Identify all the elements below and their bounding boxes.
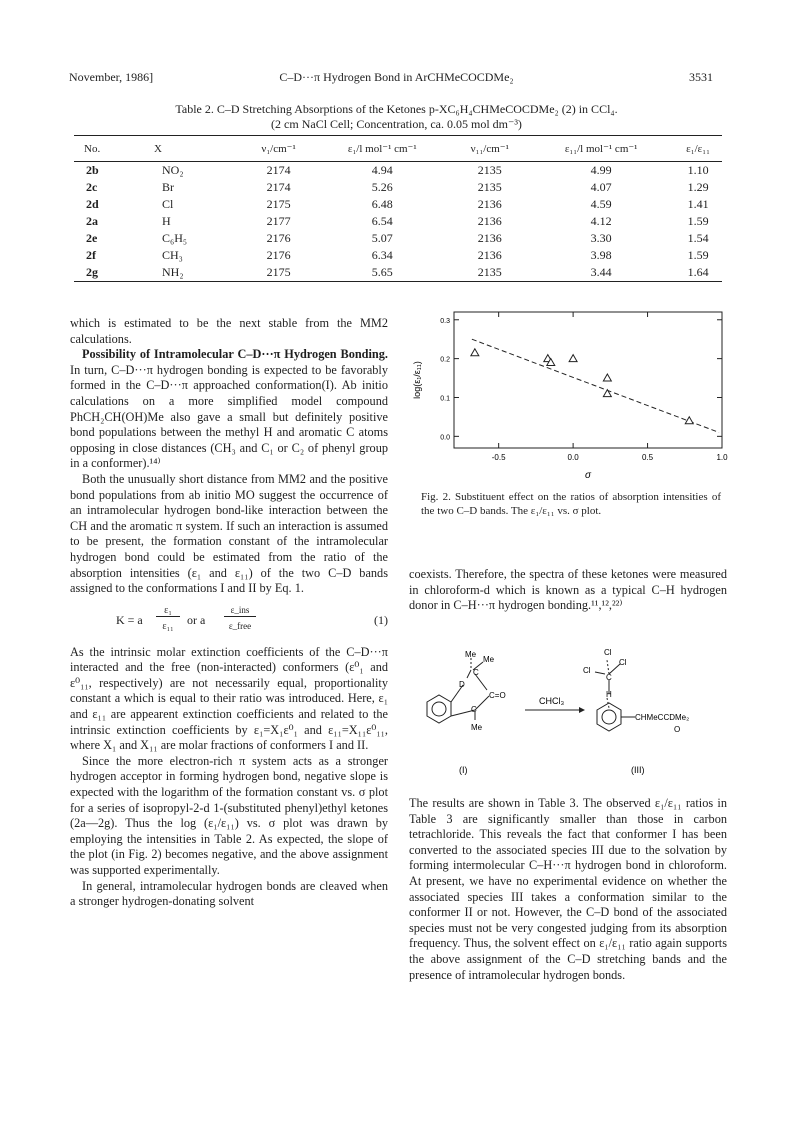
cell: 2g [74,264,154,282]
plot-frame [454,312,722,448]
cell: 2136 [477,248,502,262]
cell: 2d [86,197,99,211]
cell: 2a [86,214,98,228]
paragraph: Both the unusually short distance from MM2 and the positive bond populations from ab initio MO suggest the occurrence of an intramolecular hydrogen bond-like interaction between the CH and the aromatic π system. If such an interaction is assumed to be present, the formation constant of the intramolecular hydrogen bond could be estimated from the ratio of the absorption intensities (ε₁ and ε₁₁) of the two C–D bands assigned to the conformations I and II by Eq. 1. [70,471,388,596]
cell: 1.59 [687,248,709,262]
table-subtitle: (2 cm NaCl Cell; Concentration, ca. 0.05 mol dm⁻³) [271,117,522,131]
frac-bar [224,616,256,617]
reaction-scheme [409,640,727,785]
cell: 1.64 [674,264,722,282]
equation-1 [70,603,388,639]
paragraph: Since the more electron-rich π system acts as a stronger hydrogen acceptor in forming hydrogen bond, negative slope is expected with the logarithm of the formation constant vs. σ plot for a series of isopropyl-2-d 1-(substituted phenyl)ethyl ketones (2a—2g). Thus the log (ε₁/ε₁₁) vs. σ plot was drawn by employing the intensities in Table 2. As expected, the slope of the plot (in Fig. 2) becomes negative, and the above assignment was supported experimentally. [70,753,388,877]
benzene-ring-I [427,695,451,723]
me-label: Me [471,723,483,732]
y-tick-label: 0.0 [440,434,450,442]
cell: 2135 [451,264,528,282]
cell: 5.65 [313,264,451,282]
co-label: C=O [489,691,506,700]
table-row [74,162,722,180]
cell: 2176 [266,248,291,262]
data-point [603,374,611,381]
cell: H [162,214,171,228]
structure-III [595,660,635,731]
table-row [74,196,722,213]
col-header: ε₁₁/l mol⁻¹ cm⁻¹ [528,136,674,162]
eq-lhs: K = a [116,612,143,627]
paragraph [70,347,388,472]
me-label: Me [483,655,495,664]
col-header: X [154,136,244,162]
h-label: H [606,690,612,699]
bond [467,670,471,678]
paragraph: coexists. Therefore, the spectra of these ketones were measured in chloroform-d which is known as a typical C–H hydrogen donor in C–H···π hydrogen bonding.¹¹,¹²,²²⁾ [409,567,727,613]
left-column [70,316,388,910]
cell: 3.30 [590,231,612,245]
header-date: November, 1986] [69,70,154,84]
aromatic-circle-III [602,710,616,724]
paragraph-text: In turn, C–D···π hydrogen bonding is expected to be favorably formed in the C–D···π approached conformation(I). Ab initio calculations on a more simplified model compound PhCH₂CH(OH)Me also gave a small but definitely positive bond populations between the methyl H and aromatic C atoms opposing in close distances (CH₃ and C₁ or C₂ of phenyl group in a conformer).¹⁴⁾ [70,362,388,471]
cell: 1.41 [687,197,709,211]
section-heading: Possibility of Intramolecular C–D···π Hydrogen Bonding. [82,347,388,362]
label-I: (I) [459,765,468,775]
table-row [74,264,722,282]
bond [475,696,489,710]
cell: 2f [86,248,96,262]
eq-den2: ε_free [228,620,252,631]
cell: 6.34 [371,248,393,262]
cell: 2176 [266,231,291,245]
cell: 1.59 [687,214,709,228]
cell: 4.94 [371,163,393,177]
cell: NO₂ [162,163,184,177]
c-label: C [471,705,477,714]
cell: 2136 [477,231,502,245]
cell: 2e [86,231,98,245]
col-header: ν₁₁/cm⁻¹ [451,136,528,162]
cl-label: Cl [604,648,612,657]
cell: 2b [86,163,99,177]
x-tick-label: 0.0 [567,453,579,462]
cell: Cl [162,197,174,211]
eq-num1: ε₁ [164,604,172,616]
header-title: C–D···π Hydrogen Bond in ArCHMeCOCDMe₂ [279,70,514,84]
cell: 6.48 [371,197,393,211]
table-row [74,213,722,230]
cl-label: Cl [619,658,627,667]
cell: 2c [86,180,98,194]
o-label: O [674,725,681,734]
c-label: C [473,668,479,677]
me-label: Me [465,650,477,659]
cell: 2135 [477,180,502,194]
x-tick-label: 1.0 [716,453,728,462]
d-label: D [459,680,465,689]
data-point [569,355,577,362]
x-axis-label: σ [584,470,592,481]
aromatic-circle-I [432,702,446,716]
eq-den1: ε₁₁ [162,620,174,632]
cell: 2135 [477,163,502,177]
bond [595,672,605,674]
bond [607,660,609,674]
cell: 2174 [266,163,291,177]
cell: 4.12 [590,214,612,228]
cell: 1.54 [687,231,709,245]
arrow-head-icon [579,707,585,713]
cell: 5.07 [371,231,393,245]
cell: C₆H₅ [162,231,188,245]
figure-caption: Fig. 2. Substituent effect on the ratios of absorption intensities of the two C–D bands. The ε₁/ε₁₁ vs. σ plot. [421,491,721,517]
col-header: ν₁/cm⁻¹ [244,136,313,162]
col-header: ε₁/l mol⁻¹ cm⁻¹ [313,136,451,162]
x-tick-label: 0.5 [641,453,654,462]
col-header: ε₁/ε₁₁ [674,136,722,162]
paragraph: As the intrinsic molar extinction coefficients of the C–D···π interacted and the free (non-interacted) conformers (ε⁰₁ and ε⁰₁₁, respectively) are not necessarily equal, proportionality constant a which is equal to their ratio was introduced. Here, ε₁ and ε₁₁ are appearent extinction coefficients and related to the intrinsic extinction coefficients by ε₁=X₁ε⁰₁ and ε₁₁=X₁₁ε⁰₁₁, where X₁ and X₁₁ are molar fractions of conformers I and II. [70,644,388,753]
table-row [74,247,722,264]
chain-label: CHMeCCDMe₂ [635,713,690,722]
data-point [603,390,611,397]
cell: 4.59 [590,197,612,211]
paragraph: which is estimated to be the next stable from the MM2 calculations. [70,316,388,346]
cell: 5.26 [371,180,393,194]
paragraph: The results are shown in Table 3. The observed ε₁/ε₁₁ ratios in Table 3 are significantly smaller than those in carbon tetrachloride. This reveals the fact that conformer I has been converted to the associated species III due to the solvation by forming intermolecular C–H···π hydrogen bond in chloroform. At present, we have no experimental evidence on whether the associated species III takes a conformation similar to the conformer II or not. However, the C–D bond of the associated species must not be very congested judging from its absorption frequency. Thus, the solvent effect on ε₁/ε₁₁ ratio again supports the above assignment of the C–D stretching bands and the presence of intramolecular hydrogen bonds. [409,796,727,982]
cl-label: Cl [583,666,591,675]
cell: Br [162,180,174,194]
cell: 3.44 [528,264,674,282]
cell: NH₂ [154,264,244,282]
page-number: 3531 [689,70,713,84]
c-label: C [606,673,612,682]
cell: 1.29 [687,180,709,194]
cell: 2177 [266,214,291,228]
table-row [74,230,722,247]
cell: 2175 [266,197,291,211]
cell: 3.98 [590,248,612,262]
eq-or: or a [187,612,206,627]
label-III: (III) [631,765,645,775]
reagent-label: CHCl₃ [539,696,565,706]
y-axis-label: log(ε₁/ε₁₁) [412,361,422,399]
col-header: No. [74,136,154,162]
eq-number: (1) [374,612,388,627]
data-table [74,135,722,282]
table-header-row [74,136,722,162]
table-title: Table 2. C–D Stretching Absorptions of the Ketones p-XC₆H₄CHMeCOCDMe₂ (2) in CCl₄. [175,102,618,116]
cell: 2175 [244,264,313,282]
table-row [74,179,722,196]
fit-line [472,339,719,432]
right-column-top [409,567,727,614]
right-column-bottom [409,796,727,983]
data-point [685,417,693,424]
figure-2-chart [404,298,734,488]
y-tick-label: 0.3 [440,317,450,325]
x-tick-label: -0.5 [491,453,506,462]
structure-I [427,658,489,723]
y-tick-label: 0.2 [440,356,450,364]
y-tick-label: 0.1 [440,395,450,403]
cell: CH₃ [162,248,183,262]
data-point [471,349,479,356]
cell: 4.07 [590,180,612,194]
cell: 1.10 [687,163,709,177]
cell: 2136 [477,197,502,211]
cell: 6.54 [371,214,393,228]
cell: 2136 [477,214,502,228]
eq-num2: ε_ins [230,604,250,615]
frac-bar [156,616,180,617]
paragraph: In general, intramolecular hydrogen bonds are cleaved when a stronger hydrogen-donating solvent [70,878,388,909]
cell: 2174 [266,180,291,194]
cell: 4.99 [590,163,612,177]
